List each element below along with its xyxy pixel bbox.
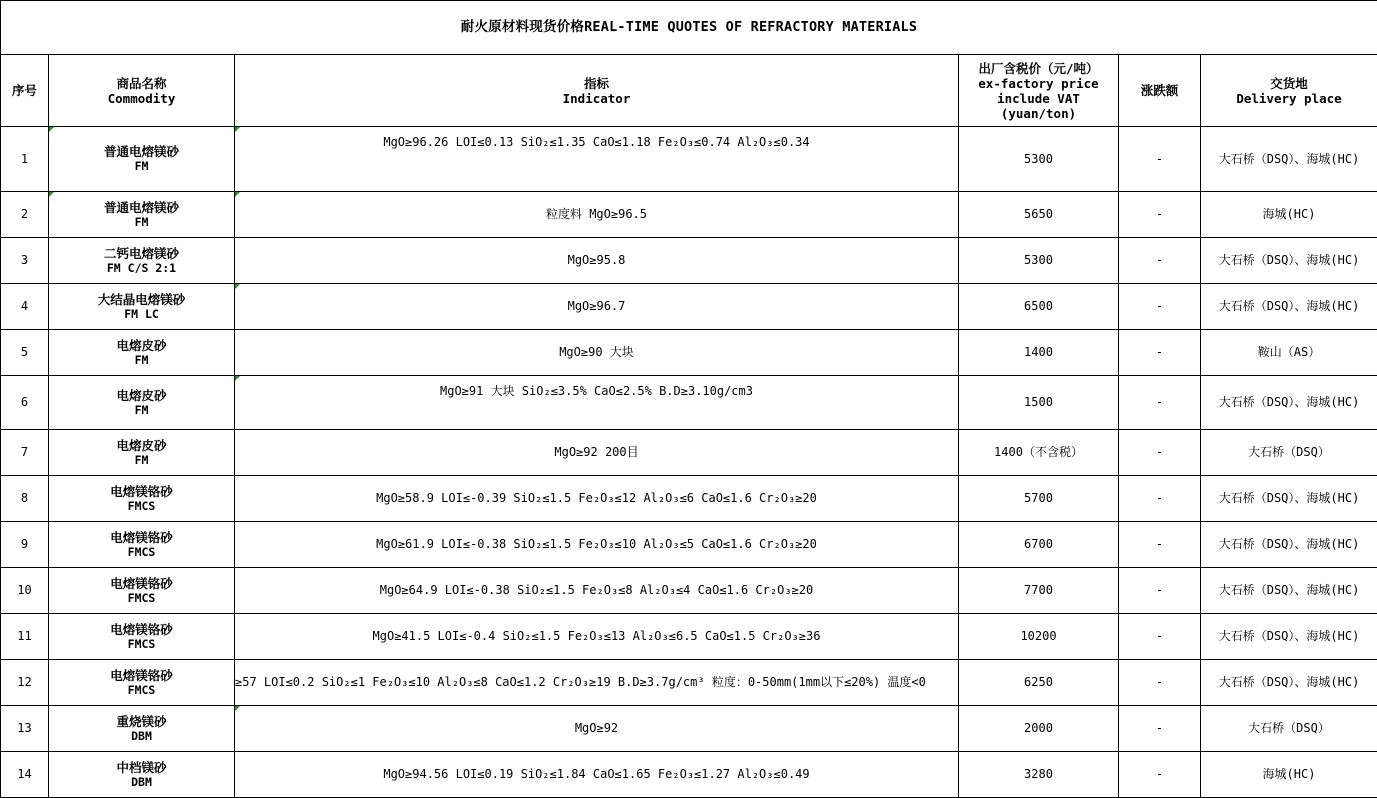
- header-delivery-en: Delivery place: [1201, 91, 1377, 106]
- cell-price[interactable]: 3280: [959, 752, 1119, 798]
- commodity-name: 电熔镁铬砂: [49, 576, 234, 591]
- commodity-name: 电熔镁铬砂: [49, 622, 234, 637]
- commodity-name: 电熔镁铬砂: [49, 668, 234, 683]
- header-price-en1: ex-factory price: [959, 76, 1118, 91]
- cell-no[interactable]: 10: [1, 568, 49, 614]
- cell-change[interactable]: -: [1119, 660, 1201, 706]
- cell-price[interactable]: 1400（不含税）: [959, 430, 1119, 476]
- commodity-name: 二钙电熔镁砂: [49, 246, 234, 261]
- cell-commodity[interactable]: [49, 660, 235, 706]
- cell-price[interactable]: 1500: [959, 376, 1119, 430]
- table-row: [1, 660, 1377, 706]
- cell-commodity[interactable]: [49, 192, 235, 238]
- cell-price[interactable]: 6700: [959, 522, 1119, 568]
- header-delivery-zh: 交货地: [1201, 76, 1377, 91]
- cell-delivery[interactable]: 大石桥（DSQ）、海城(HC): [1201, 568, 1377, 614]
- commodity-code: FM C/S 2:1: [49, 261, 234, 276]
- header-commodity[interactable]: [49, 55, 235, 127]
- cell-indicator[interactable]: ≥57 LOI≤0.2 SiO₂≤1 Fe₂O₃≤10 Al₂O₃≤8 CaO≤1.2 Cr₂O₃≥19 B.D≥3.7g/cm³ 粒度：0-50mm(1mm以下≤20%) 温度<0: [235, 660, 959, 706]
- cell-delivery[interactable]: 鞍山（AS）: [1201, 330, 1377, 376]
- cell-change[interactable]: -: [1119, 127, 1201, 192]
- cell-no[interactable]: 1: [1, 127, 49, 192]
- cell-change[interactable]: -: [1119, 568, 1201, 614]
- commodity-code: FM: [49, 353, 234, 368]
- commodity-code: FMCS: [49, 683, 234, 698]
- cell-delivery[interactable]: 大石桥（DSQ）、海城(HC): [1201, 522, 1377, 568]
- table-title[interactable]: 耐火原材料现货价格REAL-TIME QUOTES OF REFRACTORY MATERIALS: [1, 1, 1377, 55]
- cell-no[interactable]: 12: [1, 660, 49, 706]
- cell-change[interactable]: -: [1119, 706, 1201, 752]
- cell-indicator[interactable]: MgO≥96.26 LOI≤0.13 SiO₂≤1.35 CaO≤1.18 Fe₂O₃≤0.74 Al₂O₃≤0.34: [235, 127, 959, 192]
- cell-delivery[interactable]: 大石桥（DSQ）: [1201, 706, 1377, 752]
- table-row: [1, 568, 1377, 614]
- table-row: [1, 127, 1377, 192]
- commodity-code: DBM: [49, 775, 234, 790]
- cell-no[interactable]: 9: [1, 522, 49, 568]
- table-row: [1, 430, 1377, 476]
- cell-change[interactable]: -: [1119, 238, 1201, 284]
- cell-price[interactable]: 6500: [959, 284, 1119, 330]
- cell-price[interactable]: 10200: [959, 614, 1119, 660]
- cell-delivery[interactable]: 海城(HC): [1201, 192, 1377, 238]
- table-row: [1, 752, 1377, 798]
- table-row: [1, 284, 1377, 330]
- commodity-code: FMCS: [49, 591, 234, 606]
- header-no[interactable]: 序号: [1, 55, 49, 127]
- cell-change[interactable]: -: [1119, 330, 1201, 376]
- title-row: [1, 1, 1377, 55]
- cell-commodity[interactable]: [49, 752, 235, 798]
- cell-no[interactable]: 7: [1, 430, 49, 476]
- cell-price[interactable]: 5300: [959, 127, 1119, 192]
- header-price-en3: (yuan/ton): [959, 106, 1118, 121]
- cell-change[interactable]: -: [1119, 614, 1201, 660]
- cell-indicator[interactable]: MgO≥90 大块: [235, 330, 959, 376]
- commodity-name: 普通电熔镁砂: [49, 200, 234, 215]
- cell-commodity[interactable]: [49, 614, 235, 660]
- header-price-zh: 出厂含税价（元/吨）: [959, 61, 1118, 76]
- cell-commodity[interactable]: [49, 476, 235, 522]
- header-commodity-en: Commodity: [49, 91, 234, 106]
- cell-price[interactable]: 6250: [959, 660, 1119, 706]
- cell-indicator[interactable]: MgO≥92: [235, 706, 959, 752]
- commodity-name: 中档镁砂: [49, 760, 234, 775]
- cell-indicator[interactable]: MgO≥58.9 LOI≤-0.39 SiO₂≤1.5 Fe₂O₃≤12 Al₂O₃≤6 CaO≤1.6 Cr₂O₃≥20: [235, 476, 959, 522]
- cell-indicator[interactable]: MgO≥96.7: [235, 284, 959, 330]
- cell-delivery[interactable]: 大石桥（DSQ）、海城(HC): [1201, 127, 1377, 192]
- cell-price[interactable]: 5300: [959, 238, 1119, 284]
- cell-commodity[interactable]: [49, 522, 235, 568]
- commodity-name: 普通电熔镁砂: [49, 144, 234, 159]
- commodity-code: FM: [49, 215, 234, 230]
- commodity-code: FM: [49, 453, 234, 468]
- commodity-code: FMCS: [49, 499, 234, 514]
- table-row: [1, 376, 1377, 430]
- cell-indicator[interactable]: MgO≥95.8: [235, 238, 959, 284]
- cell-no[interactable]: 6: [1, 376, 49, 430]
- header-indicator-en: Indicator: [235, 91, 958, 106]
- header-price-en2: include VAT: [959, 91, 1118, 106]
- cell-no[interactable]: 11: [1, 614, 49, 660]
- table-row: [1, 522, 1377, 568]
- cell-no[interactable]: 13: [1, 706, 49, 752]
- cell-commodity[interactable]: [49, 284, 235, 330]
- header-commodity-zh: 商品名称: [49, 76, 234, 91]
- cell-change[interactable]: -: [1119, 430, 1201, 476]
- cell-indicator[interactable]: MgO≥92 200目: [235, 430, 959, 476]
- cell-commodity[interactable]: [49, 238, 235, 284]
- cell-indicator[interactable]: MgO≥91 大块 SiO₂≤3.5% CaO≤2.5% B.D≥3.10g/cm3: [235, 376, 959, 430]
- table-row: [1, 192, 1377, 238]
- cell-change[interactable]: -: [1119, 752, 1201, 798]
- commodity-code: FM: [49, 159, 234, 174]
- commodity-name: 电熔镁铬砂: [49, 484, 234, 499]
- cell-change[interactable]: -: [1119, 192, 1201, 238]
- commodity-name: 大结晶电熔镁砂: [49, 292, 234, 307]
- cell-delivery[interactable]: 大石桥（DSQ）、海城(HC): [1201, 476, 1377, 522]
- header-indicator[interactable]: [235, 55, 959, 127]
- cell-no[interactable]: 3: [1, 238, 49, 284]
- cell-indicator[interactable]: MgO≥64.9 LOI≤-0.38 SiO₂≤1.5 Fe₂O₃≤8 Al₂O₃≤4 CaO≤1.6 Cr₂O₃≥20: [235, 568, 959, 614]
- cell-no[interactable]: 14: [1, 752, 49, 798]
- cell-delivery[interactable]: 大石桥（DSQ）、海城(HC): [1201, 376, 1377, 430]
- cell-price[interactable]: 5650: [959, 192, 1119, 238]
- cell-change[interactable]: -: [1119, 284, 1201, 330]
- cell-delivery[interactable]: 大石桥（DSQ）、海城(HC): [1201, 660, 1377, 706]
- cell-delivery[interactable]: 大石桥（DSQ）、海城(HC): [1201, 614, 1377, 660]
- cell-change[interactable]: -: [1119, 376, 1201, 430]
- header-delivery[interactable]: [1201, 55, 1377, 127]
- cell-commodity[interactable]: [49, 430, 235, 476]
- cell-price[interactable]: 1400: [959, 330, 1119, 376]
- commodity-name: 重烧镁砂: [49, 714, 234, 729]
- table-row: [1, 238, 1377, 284]
- cell-indicator[interactable]: 粒度料 MgO≥96.5: [235, 192, 959, 238]
- commodity-code: FMCS: [49, 545, 234, 560]
- cell-no[interactable]: 4: [1, 284, 49, 330]
- commodity-code: FM: [49, 403, 234, 418]
- header-price[interactable]: [959, 55, 1119, 127]
- cell-no[interactable]: 5: [1, 330, 49, 376]
- table-row: [1, 330, 1377, 376]
- commodity-code: DBM: [49, 729, 234, 744]
- cell-indicator[interactable]: MgO≥41.5 LOI≤-0.4 SiO₂≤1.5 Fe₂O₃≤13 Al₂O₃≤6.5 CaO≤1.5 Cr₂O₃≥36: [235, 614, 959, 660]
- header-change[interactable]: 涨跌额: [1119, 55, 1201, 127]
- cell-price[interactable]: 5700: [959, 476, 1119, 522]
- cell-price[interactable]: 7700: [959, 568, 1119, 614]
- cell-price[interactable]: 2000: [959, 706, 1119, 752]
- cell-commodity[interactable]: [49, 330, 235, 376]
- cell-delivery[interactable]: 大石桥（DSQ）、海城(HC): [1201, 238, 1377, 284]
- commodity-code: FMCS: [49, 637, 234, 652]
- commodity-name: 电熔镁铬砂: [49, 530, 234, 545]
- cell-delivery[interactable]: 大石桥（DSQ）: [1201, 430, 1377, 476]
- commodity-name: 电熔皮砂: [49, 338, 234, 353]
- cell-commodity[interactable]: [49, 568, 235, 614]
- cell-commodity[interactable]: [49, 127, 235, 192]
- table-row: [1, 706, 1377, 752]
- cell-indicator[interactable]: MgO≥94.56 LOI≤0.19 SiO₂≤1.84 CaO≤1.65 Fe₂O₃≤1.27 Al₂O₃≤0.49: [235, 752, 959, 798]
- commodity-name: 电熔皮砂: [49, 438, 234, 453]
- cell-commodity[interactable]: [49, 376, 235, 430]
- commodity-code: FM LC: [49, 307, 234, 322]
- cell-delivery[interactable]: 大石桥（DSQ）、海城(HC): [1201, 284, 1377, 330]
- cell-indicator[interactable]: MgO≥61.9 LOI≤-0.38 SiO₂≤1.5 Fe₂O₃≤10 Al₂O₃≤5 CaO≤1.6 Cr₂O₃≥20: [235, 522, 959, 568]
- cell-change[interactable]: -: [1119, 522, 1201, 568]
- header-row: [1, 55, 1377, 127]
- cell-commodity[interactable]: [49, 706, 235, 752]
- cell-change[interactable]: -: [1119, 476, 1201, 522]
- cell-no[interactable]: 8: [1, 476, 49, 522]
- cell-no[interactable]: 2: [1, 192, 49, 238]
- commodity-name: 电熔皮砂: [49, 388, 234, 403]
- header-indicator-zh: 指标: [235, 76, 958, 91]
- cell-delivery[interactable]: 海城(HC): [1201, 752, 1377, 798]
- table-row: [1, 614, 1377, 660]
- table-row: [1, 476, 1377, 522]
